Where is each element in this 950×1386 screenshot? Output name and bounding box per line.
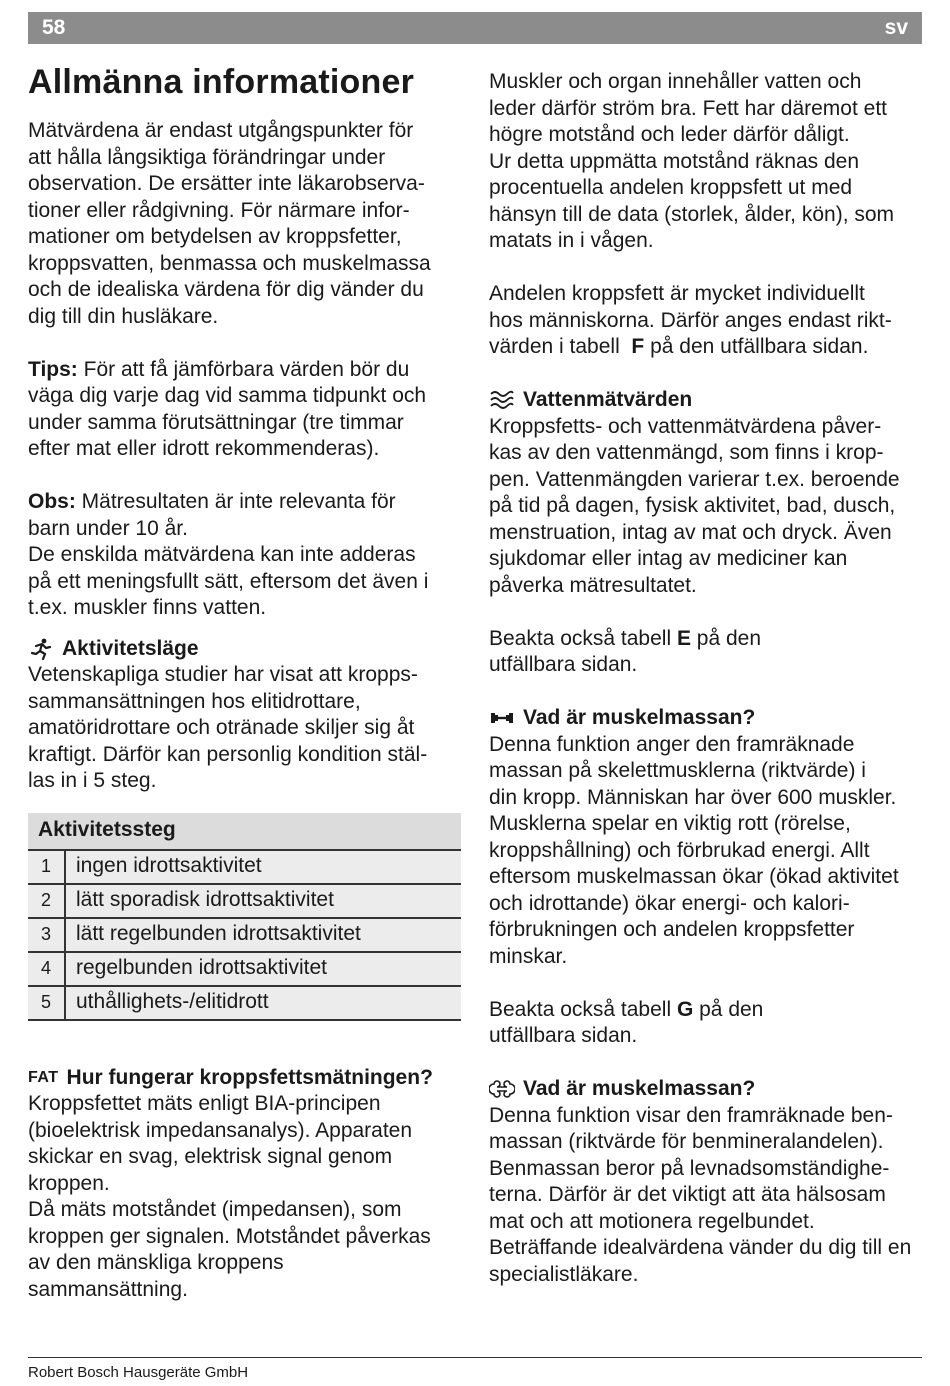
text-line: din kropp. Människan har över 600 muskler. <box>489 785 897 809</box>
left-column <box>28 62 468 1303</box>
text-line: dig till din husläkare. <box>28 304 219 328</box>
text-line: specialistläkare. <box>489 1262 639 1286</box>
text-line: De enskilda mätvärdena kan inte adderas <box>28 543 416 566</box>
text-line: kas av den vattenmängd, som finns i krop- <box>489 441 884 464</box>
text-line: amatöridrottare och otränade skiljer sig åt <box>28 716 415 739</box>
text-line: Beakta också tabell E på den <box>489 626 762 650</box>
text-line: Tips: För att få jämförbara värden bör du <box>28 357 410 381</box>
text-line: Då mäts motståndet (impedansen), som <box>28 1198 402 1221</box>
bone-paragraph <box>489 1103 929 1289</box>
activity-levels-table <box>28 813 461 1021</box>
right-column <box>489 69 929 1288</box>
intro-paragraph <box>28 118 468 330</box>
text-line: procentuella andelen kroppsfett ut med <box>489 176 853 199</box>
text-line: mat och att motionera regelbundet. <box>489 1209 815 1233</box>
water-waves-icon <box>489 389 515 411</box>
text-line: Benmassan beror på levnadsomständighe- <box>489 1156 890 1180</box>
text-line: Beakta också tabell G på den <box>489 997 764 1021</box>
text-line: eftersom muskelmassan ökar (ökad aktivitet <box>489 865 899 888</box>
level-number: 2 <box>28 884 65 918</box>
text-line: barn under 10 år. <box>28 516 188 540</box>
bone-heading-text: Vad är muskelmassan? <box>523 1077 756 1100</box>
text-line: Musklerna spelar en viktig rott (rörelse, <box>489 812 851 835</box>
muscle-heading-text: Vad är muskelmassan? <box>523 706 756 729</box>
text-line: kraftigt. Därför kan personlig kondition stäl- <box>28 742 428 766</box>
fat-paragraph <box>28 1091 468 1303</box>
muscle-paragraph <box>489 732 929 971</box>
text-line: värden i tabell F på den utfällbara sidan. <box>489 335 869 358</box>
page-title: Allmänna informationer <box>28 63 415 101</box>
text-line: matats in i vågen. <box>489 229 654 252</box>
level-label: lätt sporadisk idrottsaktivitet <box>65 884 461 918</box>
table-row <box>28 850 461 884</box>
fat-icon: FAT <box>28 1068 59 1086</box>
text-line: kroppsvatten, benmassa och muskelmassa <box>28 251 431 275</box>
text-line: mationer om betydelsen av kroppsfetter, <box>28 225 402 248</box>
text-line: påverka mätresultatet. <box>489 573 697 597</box>
text-line: terna. Därför är det viktigt att äta hälsosam <box>489 1183 886 1206</box>
table-header: Aktivitetssteg <box>28 813 461 850</box>
text-line: av den mänskliga kroppens <box>28 1251 284 1274</box>
text-line: kroppen ger signalen. Motståndet påverkas <box>28 1224 431 1248</box>
fat-heading-text: Hur fungerar kroppsfettsmätningen? <box>66 1065 433 1089</box>
muscle-note <box>489 997 929 1050</box>
text-line: las in i 5 steg. <box>28 769 157 792</box>
water-heading <box>489 387 929 414</box>
text-line: Ur detta uppmätta motstånd räknas den <box>489 149 860 173</box>
running-person-icon <box>28 638 54 660</box>
page-number: 58 <box>42 16 66 39</box>
table-header-row <box>28 813 461 850</box>
activity-heading <box>28 636 468 663</box>
text-line: och de idealiska värdena för dig vänder du <box>28 278 424 301</box>
level-number: 5 <box>28 986 65 1020</box>
table-reference: G <box>676 997 694 1021</box>
text-line: sjukdomar eller intag av mediciner kan <box>489 547 848 570</box>
text-line: observation. De ersätter inte läkarobserva- <box>28 172 425 195</box>
text-line: högre motstånd och leder därför dåligt. <box>489 123 850 146</box>
table-row <box>28 952 461 986</box>
text-line: under samma förutsättningar (tre timmar <box>28 410 404 434</box>
text-line: sammansättning. <box>28 1277 188 1301</box>
water-note <box>489 626 929 679</box>
text-line: väga dig varje dag vid samma tidpunkt och <box>28 384 427 407</box>
text-line: efter mat eller idrott rekommenderas). <box>28 437 380 460</box>
text-line: Kroppsfettet mäts enligt BIA-principen <box>28 1092 381 1115</box>
level-label: uthållighets-/elitidrott <box>65 986 461 1020</box>
text-line: massan på skelettmusklerna (riktvärde) i <box>489 759 866 782</box>
text-line: Beträffande idealvärdena vänder du dig till en <box>489 1236 912 1259</box>
text-line: Kroppsfetts- och vattenmätvärdena påver- <box>489 414 882 438</box>
table-reference: F <box>631 335 645 358</box>
activity-heading-text: Aktivitetsläge <box>62 636 199 660</box>
level-label: lätt regelbunden idrottsaktivitet <box>65 918 461 952</box>
text-line: menstruation, intag av mat och dryck. Även <box>489 520 892 544</box>
bone-icon <box>489 1078 515 1100</box>
fat-share-paragraph <box>489 281 929 361</box>
text-line: och idrottande) ökar energi- och kalori- <box>489 891 850 915</box>
obs-label: Obs: <box>28 490 76 513</box>
text-line: skickar en svag, elektrisk signal genom <box>28 1145 393 1168</box>
footer-company: Robert Bosch Hausgeräte GmbH <box>28 1364 249 1381</box>
level-number: 3 <box>28 918 65 952</box>
water-heading-text: Vattenmätvärden <box>523 388 693 411</box>
text-line: (bioelektrisk impedansanalys). Apparaten <box>28 1118 413 1142</box>
text-line: Muskler och organ innehåller vatten och <box>489 70 862 93</box>
page-header-bar <box>28 12 922 44</box>
fat-heading <box>28 1065 468 1092</box>
text-line: Mätvärdena är endast utgångspunkter för <box>28 119 414 142</box>
level-number: 1 <box>28 850 65 884</box>
table-row <box>28 986 461 1020</box>
text-line: utfällbara sidan. <box>489 1024 638 1047</box>
level-label: regelbunden idrottsaktivitet <box>65 952 461 986</box>
muscle-heading <box>489 705 929 732</box>
language-code: sv <box>884 16 908 39</box>
text-line: massan (riktvärde för benmineralandelen). <box>489 1130 884 1153</box>
text-line: sammansättningen hos elitidrottare, <box>28 689 361 713</box>
tips-label: Tips: <box>28 357 78 381</box>
text-line: Denna funktion anger den framräknade <box>489 732 855 756</box>
dumbbell-icon <box>489 707 515 729</box>
level-number: 4 <box>28 952 65 986</box>
text-line: hänsyn till de data (storlek, ålder, kön), som <box>489 202 895 226</box>
text-line: utfällbara sidan. <box>489 653 638 676</box>
activity-paragraph <box>28 662 468 795</box>
tips-paragraph <box>28 357 468 463</box>
text-line: leder därför ström bra. Fett har däremot ett <box>489 96 887 120</box>
text-line: förbrukningen och andelen kroppsfetter <box>489 918 855 941</box>
text-line: Obs: Mätresultaten är inte relevanta för <box>28 490 396 513</box>
text-line: Andelen kroppsfett är mycket individuellt <box>489 282 865 305</box>
obs-paragraph <box>28 489 468 622</box>
text-line: på ett meningsfullt sätt, eftersom det även i <box>28 569 429 593</box>
footer-divider <box>28 1357 922 1358</box>
text-line: tioner eller rådgivning. För närmare infor- <box>28 198 410 222</box>
text-line: på tid på dagen, fysisk aktivitet, bad, dusch, <box>489 494 896 517</box>
text-line: minskar. <box>489 944 568 968</box>
bone-heading <box>489 1076 929 1103</box>
water-paragraph <box>489 414 929 600</box>
table-row <box>28 884 461 918</box>
text-line: pen. Vattenmängden varierar t.ex. beroende <box>489 467 900 491</box>
text-line: t.ex. muskler finns vatten. <box>28 596 267 619</box>
text-line: kroppen. <box>28 1171 110 1195</box>
text-line: att hålla långsiktiga förändringar under <box>28 145 386 169</box>
text-line: Vetenskapliga studier har visat att kropps- <box>28 663 418 686</box>
text-line: hos människorna. Därför anges endast rikt- <box>489 308 892 332</box>
table-reference: E <box>676 626 691 650</box>
text-line: kroppshållning) och förbrukad energi. Allt <box>489 838 870 862</box>
text-line: Denna funktion visar den framräknade ben- <box>489 1103 893 1127</box>
table-row <box>28 918 461 952</box>
impedance-paragraph <box>489 69 929 255</box>
level-label: ingen idrottsaktivitet <box>65 850 461 884</box>
